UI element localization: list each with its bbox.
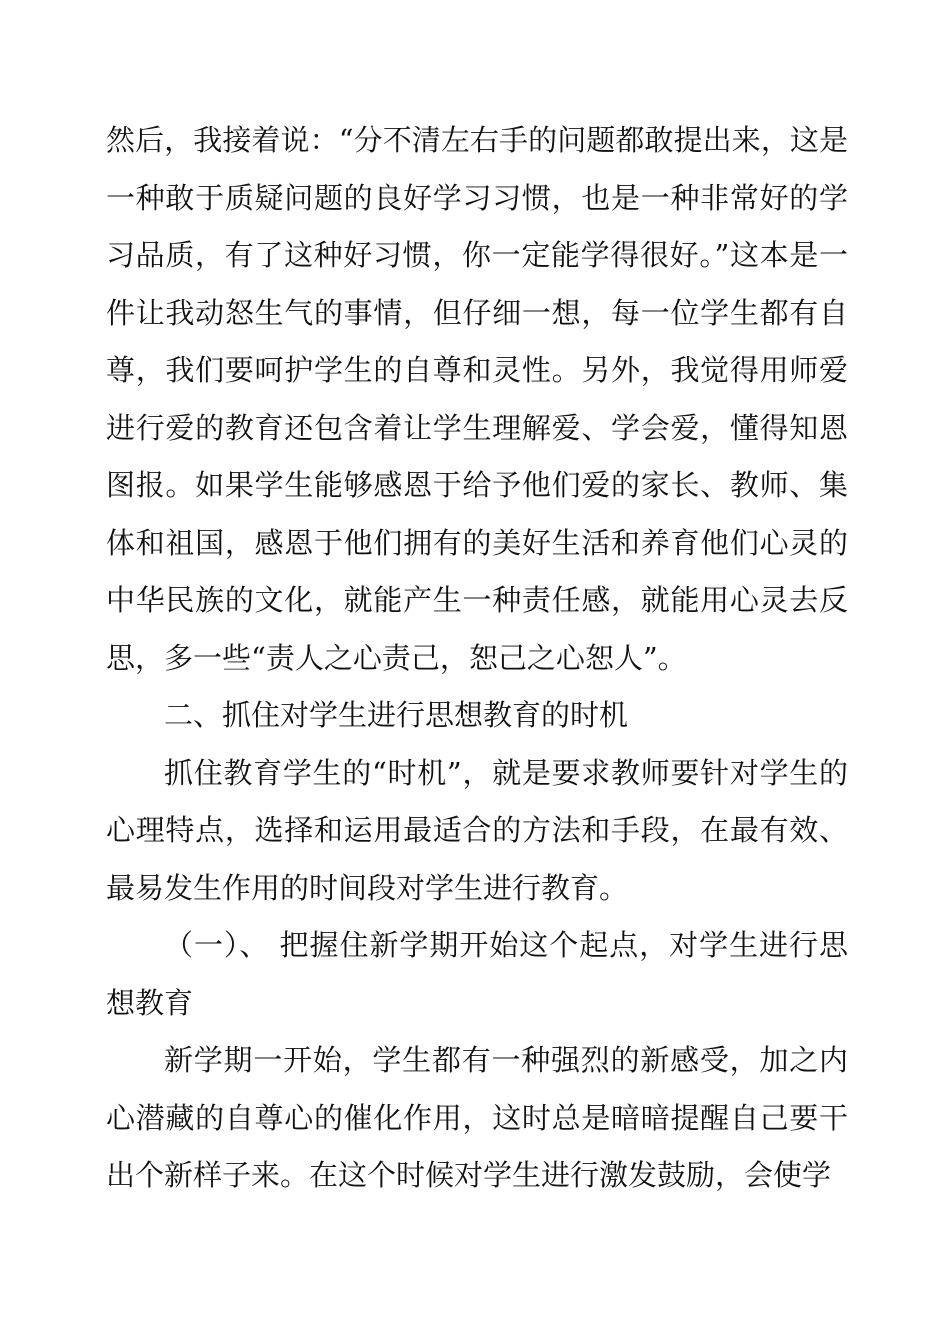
paragraph: 抓住教育学生的“时机”，就是要求教师要针对学生的心理特点，选择和运用最适合的方法和手段，在最有效、最易发生作用的时间段对学生进行教育。 [106, 755, 848, 905]
paragraph: 新学期一开始，学生都有一种强烈的新感受，加之内心潜藏的自尊心的催化作用，这时总是暗暗提醒自己要干出个新样子来。在这个时候对学生进行激发鼓励，会使学 [106, 1043, 848, 1192]
section-heading: 二、抓住对学生进行思想教育的时机 [164, 698, 629, 732]
subsection-heading: （一）、 把握住新学期开始这个起点，对学生进行思想教育 [106, 928, 848, 1020]
document-body [106, 112, 848, 1205]
paragraph-continuation: 然后，我接着说：“分不清左右手的问题都敢提出来，这是一种敢于质疑问题的良好学习习惯，也是一种非常好的学习品质，有了这种好习惯，你一定能学得很好。”这本是一件让我动怒生气的事情，但仔细一想，每一位学生都有自尊，我们要呵护学生的自尊和灵性。另外，我觉得用师爱进行爱的教育还包含着让学生理解爱、学会爱，懂得知恩图报。如果学生能够感恩于给予他们爱的家长、教师、集体和祖国，感恩于他们拥有的美好生活和养育他们心灵的中华民族的文化，就能产生一种责任感，就能用心灵去反思，多一些“责人之心责己，恕己之心恕人”。 [106, 123, 848, 675]
